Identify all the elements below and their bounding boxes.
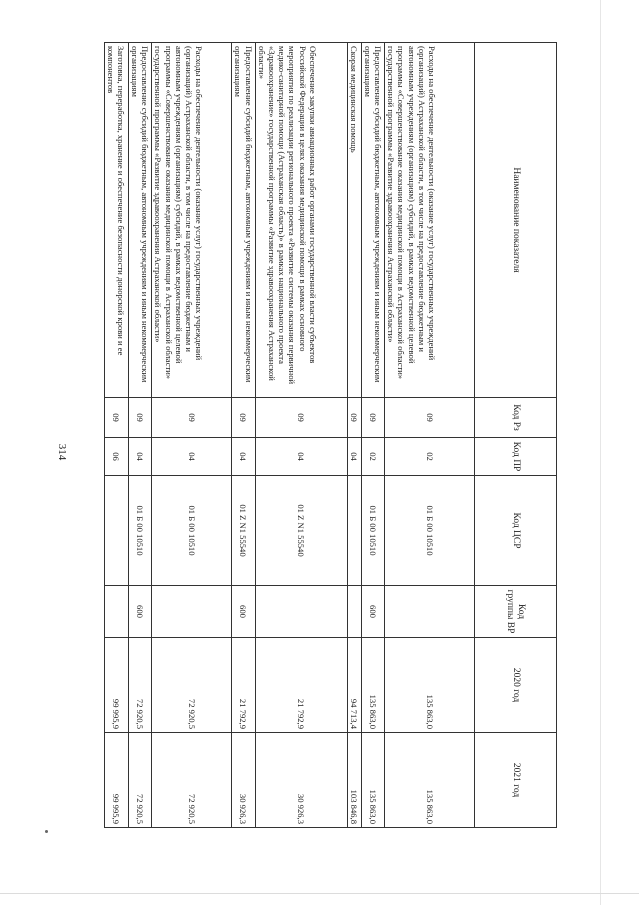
cell-y2021: 30 926,3 (232, 733, 255, 828)
cell-name: Предоставление субсидий бюджетным, автономным учреждениям и иным некоммерческим организациям (232, 43, 255, 398)
cell-y2020: 72 920,5 (152, 638, 232, 733)
header-pr: Код ПР (475, 438, 557, 476)
cell-vr: 600 (128, 586, 151, 638)
rotated-table-frame (105, 42, 557, 827)
cell-pr: 04 (128, 438, 151, 476)
page-number: 314 (56, 443, 68, 461)
cell-csr: 01 Б 00 10510 (385, 476, 475, 586)
cell-y2021: 103 846,8 (347, 733, 361, 828)
table-row (232, 43, 255, 828)
table-row (128, 43, 151, 828)
cell-csr: 01 Б 00 10510 (128, 476, 151, 586)
cell-y2020: 135 863,0 (385, 638, 475, 733)
header-2021: 2021 год (475, 733, 557, 828)
cell-csr: 01 Б 00 10510 (361, 476, 384, 586)
cell-pr: 04 (347, 438, 361, 476)
cell-pr: 04 (232, 438, 255, 476)
cell-name: Скорая медицинская помощь (347, 43, 361, 398)
cell-name: Расходы на обеспечение деятельности (оказание услуг) государственных учреждений (организаций) Астраханской области, в том числе на предоставление бюджетным и автономным учреждениям (организациям) субсидий, в рамках ведомственной целевой программы «Совершенствование оказания медицинской помощи в Астраханской области» государственной программы «Развитие здравоохранения Астраханской области» (152, 43, 232, 398)
cell-vr (104, 586, 128, 638)
cell-y2021: 135 863,0 (385, 733, 475, 828)
cell-y2021: 72 920,5 (152, 733, 232, 828)
cell-y2021: 99 995,9 (104, 733, 128, 828)
cell-rz: 09 (104, 398, 128, 438)
header-2020: 2020 год (475, 638, 557, 733)
cell-pr: 02 (385, 438, 475, 476)
cell-vr: 600 (361, 586, 384, 638)
header-csr: Код ЦСР (475, 476, 557, 586)
cell-y2021: 135 863,0 (361, 733, 384, 828)
cell-vr (385, 586, 475, 638)
table-row (152, 43, 232, 828)
header-vr: Код группы ВР (475, 586, 557, 638)
cell-rz: 09 (347, 398, 361, 438)
cell-y2020: 21 792,9 (232, 638, 255, 733)
cell-vr (255, 586, 347, 638)
budget-table (104, 42, 557, 828)
header-row (475, 43, 557, 828)
table-row (361, 43, 384, 828)
cell-csr: 01 Z N1 55540 (232, 476, 255, 586)
cell-y2021: 72 920,5 (128, 733, 151, 828)
cell-pr: 04 (152, 438, 232, 476)
cell-y2020: 94 713,4 (347, 638, 361, 733)
cell-y2020: 72 920,5 (128, 638, 151, 733)
cell-y2020: 99 995,9 (104, 638, 128, 733)
scan-speck (45, 830, 48, 833)
table-row (347, 43, 361, 828)
cell-csr (347, 476, 361, 586)
cell-name: Предоставление субсидий бюджетным, автономным учреждениям и иным некоммерческим организациям (128, 43, 151, 398)
cell-rz: 09 (385, 398, 475, 438)
rotated-table-content (105, 42, 557, 827)
cell-name: Расходы на обеспечение деятельности (оказание услуг) государственных учреждений (организаций) Астраханской области, в том числе на предоставление бюджетным и автономным учреждениям (организациям) субсидий, в рамках ведомственной целевой программы «Совершенствование оказания медицинской помощи в Астраханской области» государственной программы «Развитие здравоохранения Астраханской области» (385, 43, 475, 398)
cell-y2020: 135 863,0 (361, 638, 384, 733)
cell-rz: 09 (255, 398, 347, 438)
cell-rz: 09 (152, 398, 232, 438)
header-name: Наименование показателя (475, 43, 557, 398)
scan-bottom-line (0, 893, 639, 894)
table-row (385, 43, 475, 828)
cell-pr: 04 (255, 438, 347, 476)
cell-name: Заготовка, переработка, хранение и обеспечение безопасности донорской крови и ее компонентов (104, 43, 128, 398)
table-row (255, 43, 347, 828)
cell-y2020: 21 792,9 (255, 638, 347, 733)
cell-rz: 09 (232, 398, 255, 438)
cell-vr (347, 586, 361, 638)
cell-rz: 09 (361, 398, 384, 438)
cell-csr (104, 476, 128, 586)
cell-pr: 06 (104, 438, 128, 476)
cell-vr (152, 586, 232, 638)
cell-csr: 01 Б 00 10510 (152, 476, 232, 586)
cell-name: Обеспечение закупки авиационных работ органами государственной власти субъектов Российской Федерации в целях оказания медицинской помощи в рамках основного мероприятия по реализации регионального проекта «Развитие системы оказания первичной медико-санитарной помощи (Астраханская область)» в рамках национального проекта «Здравоохранение» государственной программы «Развитие здравоохранения Астраханской области» (255, 43, 347, 398)
cell-pr: 02 (361, 438, 384, 476)
cell-csr: 01 Z N1 55540 (255, 476, 347, 586)
cell-name: Предоставление субсидий бюджетным, автономным учреждениям и иным некоммерческим организациям (361, 43, 384, 398)
cell-rz: 09 (128, 398, 151, 438)
page-edge-line (600, 0, 601, 905)
table-row (104, 43, 128, 828)
cell-y2021: 30 926,3 (255, 733, 347, 828)
header-rz: Код Рз (475, 398, 557, 438)
cell-vr: 600 (232, 586, 255, 638)
